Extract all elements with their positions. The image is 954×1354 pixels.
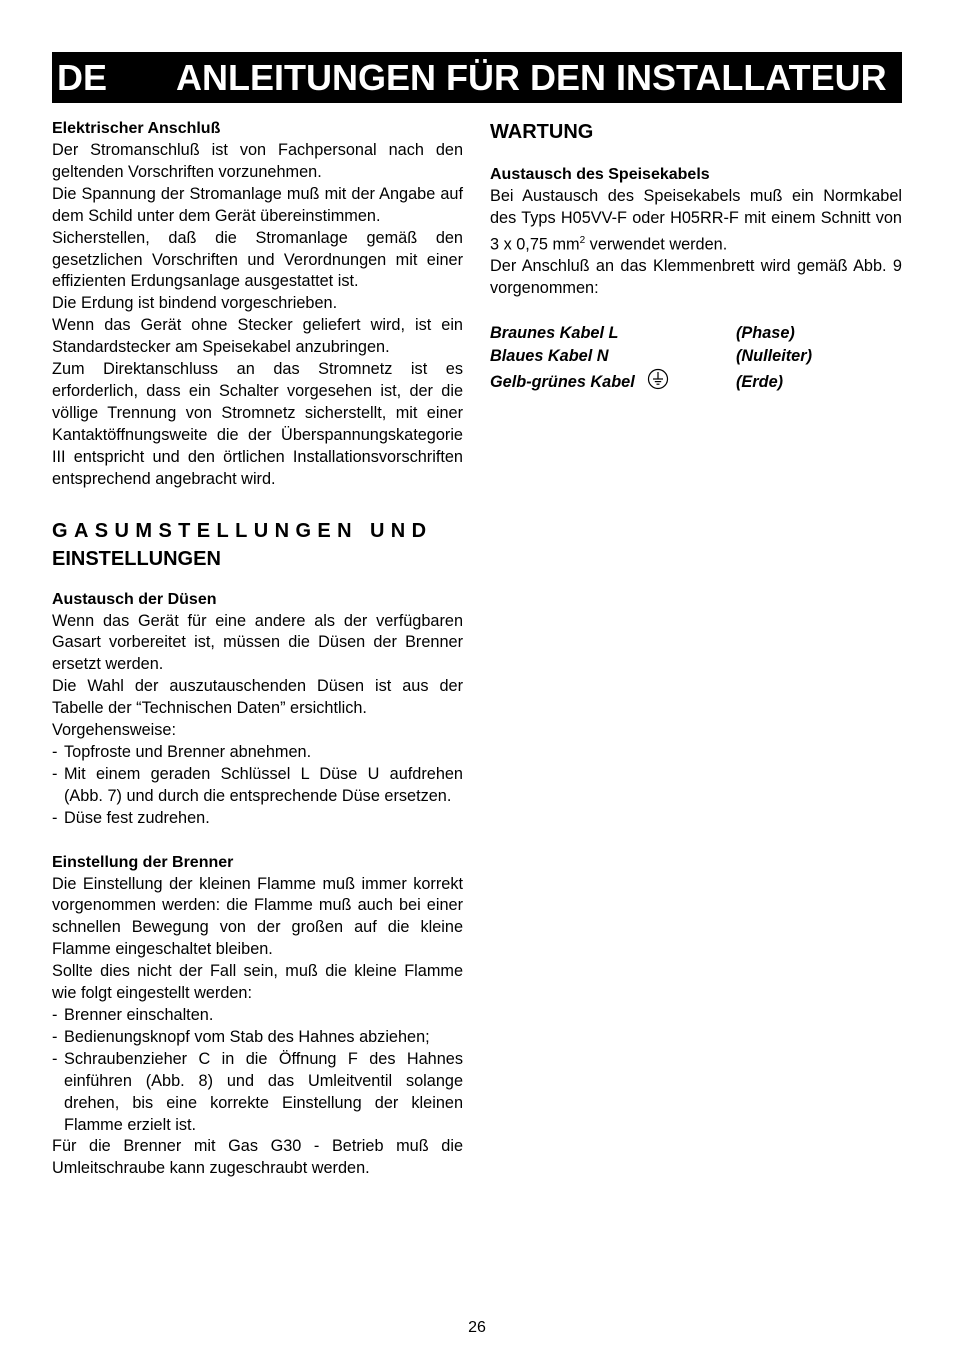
cable-name: Gelb-grünes Kabel (490, 372, 635, 391)
cable-paragraph: Der Anschluß an das Klemmenbrett wird gemäß Abb. 9 vorgenommen: (490, 257, 902, 298)
electrical-heading: Elektrischer Anschluß (52, 120, 221, 137)
table-row (490, 345, 902, 368)
burner-paragraph: Die Einstellung der kleinen Flamme muß immer korrekt vorgenommen werden: die Flamme muß auch bei einer schnellen Bewegung von der großen auf die kleine Flamme eingeschaltet bleiben. (52, 874, 463, 959)
cable-text: verwendet werden. (585, 235, 728, 254)
burner-closing-paragraph: Für die Brenner mit Gas G30 - Betrieb muß die Umleitschraube kann zugeschraubt werden. (52, 1137, 463, 1178)
nozzle-paragraph: Vorgehensweise: (52, 721, 177, 740)
burner-adjustment-subsection (52, 852, 463, 1181)
cable-text: Bei Austausch des Speisekabels muß ein Normkabel des Typs H05VV-F oder H05RR-F mit einem Schnitt von 3 x 0,75 mm (490, 187, 902, 254)
gas-heading-line1: GASUMSTELLUNGEN UND (52, 519, 433, 542)
nozzle-replacement-subsection (52, 589, 463, 830)
list-item: - Topfroste und Brenner abnehmen. (52, 742, 463, 764)
page-header (52, 52, 902, 103)
list-item: - Bedienungsknopf vom Stab des Hahnes abziehen; (52, 1027, 463, 1049)
electrical-paragraph: Die Spannung der Stromanlage muß mit der Angabe auf dem Schild unter dem Gerät übereinstimmen. (52, 184, 463, 225)
cable-wiring-table (490, 322, 902, 397)
nozzle-heading: Austausch der Düsen (52, 590, 217, 608)
burner-steps-list (52, 1005, 463, 1136)
list-item: - Schraubenzieher C in die Öffnung F des Hahnes einführen (Abb. 8) und das Umleitventil solange drehen, bis eine korrekte Einstellung der kleinen Flamme erzielt ist. (52, 1049, 463, 1137)
list-item: - Brenner einschalten. (52, 1005, 463, 1027)
table-row (490, 368, 902, 397)
list-item: - Düse fest zudrehen. (52, 808, 463, 830)
cable-function: (Nulleiter) (736, 346, 812, 365)
nozzle-paragraph: Die Wahl der auszutauschenden Düsen ist aus der Tabelle der “Technischen Daten” ersichtlich. (52, 677, 463, 718)
list-item: - Mit einem geraden Schlüssel L Düse U aufdrehen (Abb. 7) und durch die entsprechende Düse ersetzen. (52, 764, 463, 808)
superscript: 2 (579, 234, 586, 246)
table-row (490, 322, 902, 345)
electrical-paragraph: Sicherstellen, daß die Stromanlage gemäß den gesetzlichen Vorschriften und Verordnungen mit einer effizienten Erdungsanlage ausgestattet ist. (52, 228, 463, 291)
language-code: DE (57, 57, 108, 98)
right-column (490, 118, 902, 397)
cable-function: (Erde) (736, 372, 784, 391)
electrical-paragraph: Zum Direktanschluss an das Stromnetz ist es erforderlich, dass ein Schalter vorgesehen ist, der die völlige Trennung von Stromnetz sicherstellt, mit einer Kantaktöffnungsweite die der Überspannungskategorie III entspricht und den örtlichen Installationsvorschriften entsprechend angebracht wird. (52, 360, 463, 488)
cable-name-cell (490, 368, 736, 397)
gas-conversion-section (52, 517, 463, 1181)
nozzle-steps-list (52, 742, 463, 830)
cable-name: Blaues Kabel N (490, 346, 609, 365)
electrical-paragraph: Die Erdung ist bindend vorgeschrieben. (52, 294, 338, 313)
electrical-connection-section (52, 118, 463, 491)
page-number: 26 (468, 1319, 486, 1336)
left-column (52, 118, 463, 1180)
gas-heading-line2: EINSTELLUNGEN (52, 547, 221, 570)
electrical-paragraph: Der Stromanschluß ist von Fachpersonal nach den geltenden Vorschriften vorzunehmen. (52, 141, 463, 181)
nozzle-paragraph: Wenn das Gerät für eine andere als der verfügbaren Gasart vorbereitet ist, müssen die Düsen der Brenner ersetzt werden. (52, 611, 463, 674)
maintenance-heading: WARTUNG (490, 121, 594, 143)
cable-heading: Austausch des Speisekabels (490, 166, 710, 183)
cable-paragraph (490, 186, 902, 256)
electrical-paragraph: Wenn das Gerät ohne Stecker geliefert wird, ist ein Standardstecker am Speisekabel anzubringen. (52, 316, 463, 357)
cable-name: Braunes Kabel L (490, 323, 619, 342)
burner-heading: Einstellung der Brenner (52, 853, 234, 871)
ground-icon (647, 368, 669, 397)
maintenance-section (490, 118, 902, 397)
page-title: ANLEITUNGEN FÜR DEN INSTALLATEUR (176, 57, 887, 98)
burner-paragraph: Sollte dies nicht der Fall sein, muß die kleine Flamme wie folgt eingestellt werden: (52, 962, 463, 1003)
cable-function: (Phase) (736, 323, 795, 342)
